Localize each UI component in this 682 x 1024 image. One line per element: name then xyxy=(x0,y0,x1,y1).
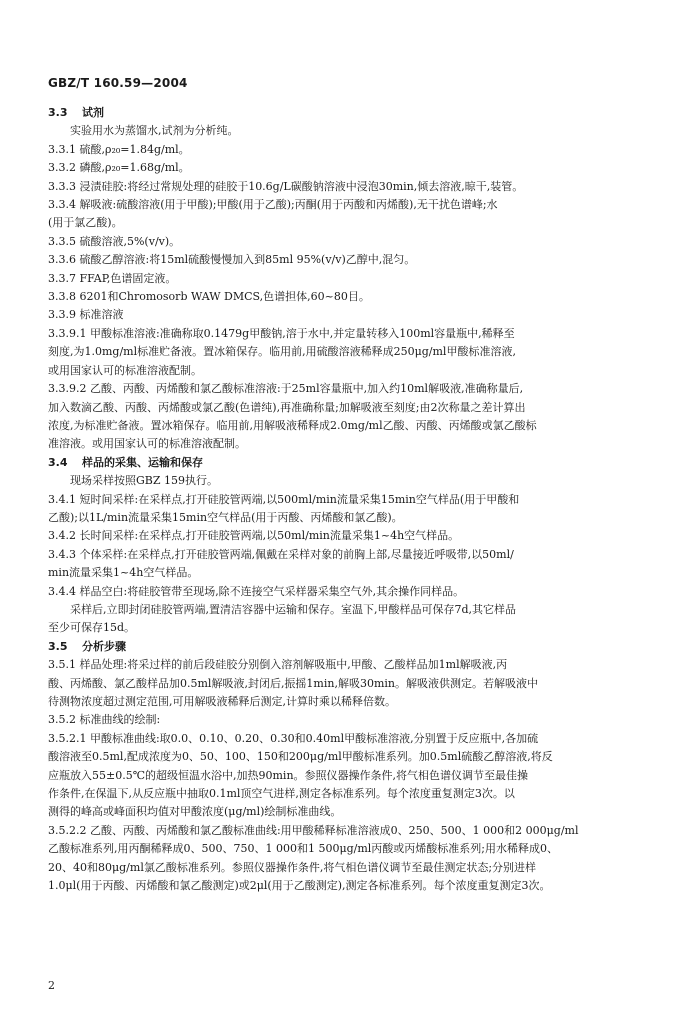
clause-line: 3.4.1 短时间采样:在采样点,打开硅胶管两端,以500ml/min流量采集15min空气样品(用于甲酸和 xyxy=(48,492,520,506)
clause-line: 3.5.1 样品处理:将采过样的前后段硅胶分别倒入溶剂解吸瓶中,甲酸、乙酸样品加1ml解吸液,丙 xyxy=(48,658,508,672)
section-heading xyxy=(48,104,634,122)
clause-line: 3.5.2.1 甲酸标准曲线:取0.0、0.10、0.20、0.30和0.40ml甲酸标准溶液,分别置于反应瓶中,各加硫 xyxy=(48,731,539,745)
continuation-line: 刻度,为1.0mg/ml标准贮备液。置冰箱保存。临用前,用硫酸溶液稀释成250μg/ml甲酸标准溶液, xyxy=(48,345,516,359)
continuation-line: 乙酸);以1L/min流量采集15min空气样品(用于丙酸、丙烯酸和氯乙酸)。 xyxy=(48,510,403,524)
continuation-line: min流量采集1~4h空气样品。 xyxy=(48,566,199,580)
continuation-line: 1.0μl(用于丙酸、丙烯酸和氯乙酸测定)或2μl(用于乙酸测定),测定各标准系列。每个浓度重复测定3次。 xyxy=(48,879,551,893)
continuation-line: 酸溶液至0.5ml,配成浓度为0、50、100、150和200μg/ml甲酸标准系列。加0.5ml硫酸乙醇溶液,将反 xyxy=(48,750,553,764)
standard-number-header: GBZ/T 160.59—2004 xyxy=(48,76,188,90)
continuation-line: 作条件,在保温下,从反应瓶中抽取0.1ml顶空气进样,测定各标准系列。每个浓度重复测定3次。以 xyxy=(48,787,515,801)
continuation-line: 或用国家认可的标准溶液配制。 xyxy=(48,363,202,377)
section-number: 3.4 xyxy=(48,455,68,469)
document-body xyxy=(48,104,634,895)
clause-line: 3.3.5 硫酸溶液,5%(v/v)。 xyxy=(48,234,181,248)
clause-line: 3.3.3 浸渍硅胶:将经过常规处理的硅胶于10.6g/L碳酸钠溶液中浸泡30min,倾去溶液,晾干,装管。 xyxy=(48,179,524,193)
section-heading xyxy=(48,454,634,472)
clause-line: 3.4.2 长时间采样:在采样点,打开硅胶管两端,以50ml/min流量采集1~4h空气样品。 xyxy=(48,529,460,543)
continuation-line: 浓度,为标准贮备液。置冰箱保存。临用前,用解吸液稀释成2.0mg/ml乙酸、丙酸、丙烯酸或氯乙酸标 xyxy=(48,418,537,432)
paragraph-line: 现场采样按照GBZ 159执行。 xyxy=(70,474,219,488)
clause-line: 3.5.2.2 乙酸、丙酸、丙烯酸和氯乙酸标准曲线:用甲酸稀释标准溶液成0、250、500、1 000和2 000μg/ml xyxy=(48,823,579,837)
continuation-line: 测得的峰高或峰面积均值对甲酸浓度(μg/ml)绘制标准曲线。 xyxy=(48,805,342,819)
continuation-line: 待测物浓度超过测定范围,可用解吸液稀释后测定,计算时乘以稀释倍数。 xyxy=(48,695,396,708)
section-number: 3.3 xyxy=(48,106,68,119)
clause-line: 3.3.2 磷酸,ρ₂₀=1.68g/ml。 xyxy=(48,161,190,175)
paragraph-line: 实验用水为蒸馏水,试剂为分析纯。 xyxy=(70,124,239,138)
page-number: 2 xyxy=(48,979,55,992)
clause-line: 3.3.8 6201和Chromosorb WAW DMCS,色谱担体,60~80目。 xyxy=(48,290,370,304)
section-title: 样品的采集、运输和保存 xyxy=(82,455,203,469)
section-title: 分析步骤 xyxy=(82,639,126,653)
clause-line: 3.3.9.2 乙酸、丙酸、丙烯酸和氯乙酸标准溶液:于25ml容量瓶中,加入约10ml解吸液,准确称量后, xyxy=(48,382,524,396)
continuation-line: 应瓶放入55±0.5℃的超级恒温水浴中,加热90min。参照仪器操作条件,将气相色谱仪调节至最佳操 xyxy=(48,768,529,782)
section-title: 试剂 xyxy=(82,106,104,119)
clause-line: 3.4.4 样品空白:将硅胶管带至现场,除不连接空气采样器采集空气外,其余操作同样品。 xyxy=(48,584,465,598)
clause-line: 3.3.9 标准溶液 xyxy=(48,308,124,322)
clause-line: 3.3.6 硫酸乙醇溶液:将15ml硫酸慢慢加入到85ml 95%(v/v)乙醇中,混匀。 xyxy=(48,253,416,267)
continuation-line: 准溶液。或用国家认可的标准溶液配制。 xyxy=(48,437,246,451)
continuation-line: (用于氯乙酸)。 xyxy=(48,216,123,230)
clause-line: 3.5.2 标准曲线的绘制: xyxy=(48,713,161,727)
paragraph-line: 采样后,立即封闭硅胶管两端,置清洁容器中运输和保存。室温下,甲酸样品可保存7d,其它样品 xyxy=(70,602,517,616)
clause-line: 3.4.3 个体采样:在采样点,打开硅胶管两端,佩戴在采样对象的前胸上部,尽量接近呼吸带,以50ml/ xyxy=(48,547,514,561)
continuation-line: 乙酸标准系列,用丙酮稀释成0、500、750、1 000和1 500μg/ml丙酸或丙烯酸标准系列;用水稀释成0、 xyxy=(48,842,559,856)
continuation-line: 至少可保存15d。 xyxy=(48,621,136,635)
continuation-line: 酸、丙烯酸、氯乙酸样品加0.5ml解吸液,封闭后,振摇1min,解吸30min。解吸液供测定。若解吸液中 xyxy=(48,676,538,690)
clause-line: 3.3.4 解吸液:硫酸溶液(用于甲酸);甲酸(用于乙酸);丙酮(用于丙酸和丙烯酸),无干扰色谱峰;水 xyxy=(48,198,498,212)
section-number: 3.5 xyxy=(48,639,68,653)
clause-line: 3.3.7 FFAP,色谱固定液。 xyxy=(48,271,177,285)
continuation-line: 20、40和80μg/ml氯乙酸标准系列。参照仪器操作条件,将气相色谱仪调节至最佳测定状态;分别进样 xyxy=(48,860,537,874)
clause-line: 3.3.9.1 甲酸标准溶液:准确称取0.1479g甲酸钠,溶于水中,并定量转移入100ml容量瓶中,稀释至 xyxy=(48,326,515,340)
section-heading xyxy=(48,638,634,656)
continuation-line: 加入数滴乙酸、丙酸、丙烯酸或氯乙酸(色谱纯),再准确称量;加解吸液至刻度;由2次称量之差计算出 xyxy=(48,400,526,414)
clause-line: 3.3.1 硫酸,ρ₂₀=1.84g/ml。 xyxy=(48,142,190,156)
